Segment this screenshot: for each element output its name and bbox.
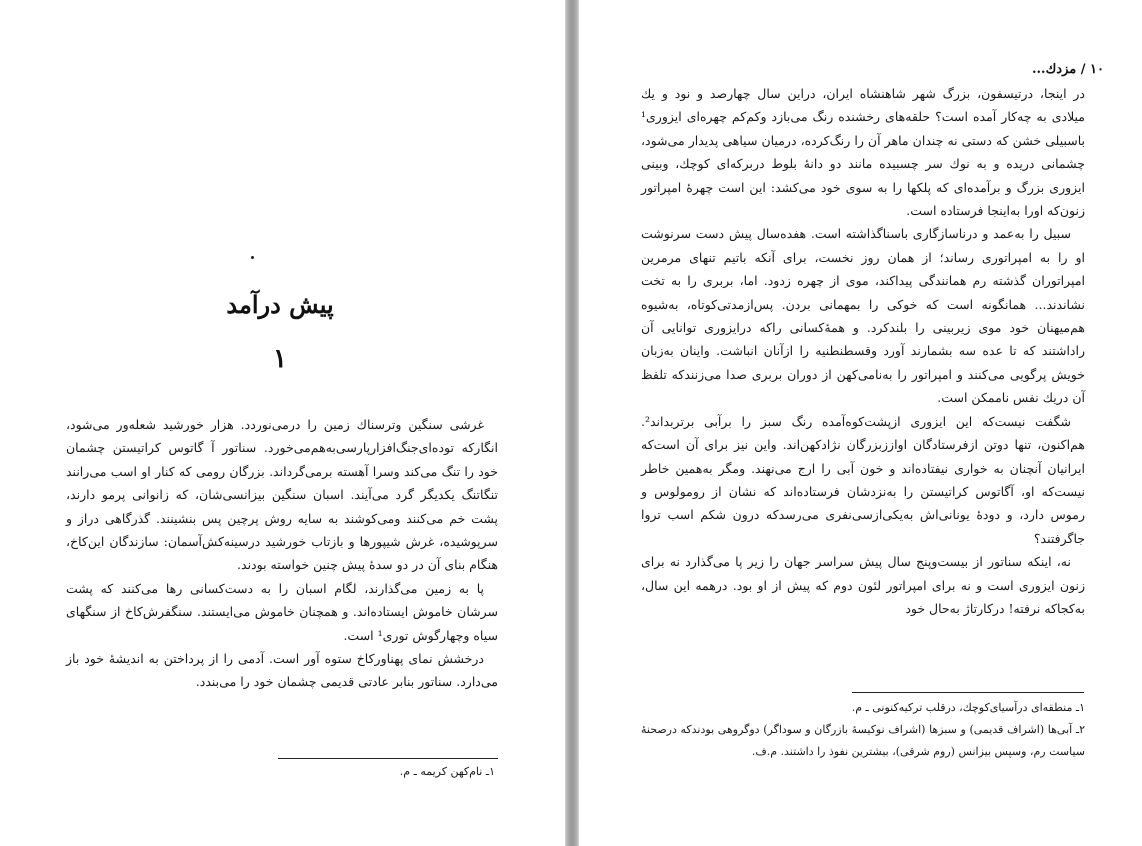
right-page (578, 0, 1142, 846)
footnote: ۱ـ منطقه‌ای درآسیای‌کوچك، درقلب ترکیه‌کنونی ـ م. (851, 701, 1085, 714)
paragraph: سبیل را به‌عمد و درناسازگاری باسناگذاشته است. هفده‌سال پیش دست سرنوشت او را به امپراتوری رساند؛ از همان روز نخست، برای آنکه باتیم تنهای مرمرین امپراتوران گذشته رم همانندگی پیداکند، موی از چهره زدود. اما، بربری را به تخت نشاندند... همانگونه است که خوکی را بمهمانی بردن. پس‌ازمدتی‌کوتاه، به‌شیوه هم‌میهنان خود موی زیربینی را بلندکرد. و همهٔ‌کسانی راکه درایزوری توانایی آن راداشتند که تا عده سه بشمارند آورد وقسطنطنیه را ازآنان انباشت. واینان به‌زبان خویش پرگویی می‌کنند و امپراتور را به‌نامی‌کهن از دوران بربری صدا می‌زنندکه تلفظ آن دریك نفس ناممکن است. (641, 226, 1085, 406)
paragraph: شگفت نیست‌که این ایزوری ازپشت‌کوه‌آمده رنگ سبز را برآبی برتربداند². هم‌اکنون، تنها دوتن ازفرستادگان اواززبزرگان نژادکهن‌اند. واین نیز برای آن است‌که ایرانیان آنچنان به خواری نیفتاده‌اند و خون آبی را ارج می‌نهند. ومگر به‌همین خاطر نیست‌که او، آگاتوس کراتیستن را به‌نزدشان فرستاده‌اند که نشان از رومولوس و رموس دارد، و دودهٔ یونانی‌اش به‌یکی‌ازسی‌نفری می‌رسدکه درون شکم اسب تروا جاگرفتند؟ (641, 413, 1085, 546)
footnote-divider (278, 758, 498, 759)
paragraph: در اینجا، درتیسفون، بزرگ شهر شاهنشاه ایران، دراین سال چهارصد و نود و یك میلادی به چه‌كار آمده است؟ حلقه‌های رخشنده رنگ می‌بازد وکم‌کم چهره‌ای ایزوری¹ باسبیلی خشن که دستی نه چندان ماهر آن را رنگ‌کرده، درمیان سیاهی پدیدار می‌شود، چشمانی دریده و به نوك سر چسبیده مانند دو دانهٔ بلوط دربرکه‌ای کوچك، وبینی ایزوری بزرگ و برآمده‌ای که پلكها را به سوی خود می‌کشد: این است چهرهٔ امپراتور زنون‌که اورا به‌اینجا فرستاده است. (641, 86, 1085, 219)
chapter-number: ۱ (273, 344, 287, 374)
footnote: ۱ـ نام‌کهن کریمه ـ م. (399, 765, 495, 778)
footnote: ۲ـ آبی‌ها (اشراف قدیمی) و سبزها (اشراف نوکیسهٔ بازرگان و سوداگر) دوگروهی بودندکه درصحنهٔ سیاست رم، وسپس بیزانس (روم شرقی)، بیشترین نفوذ را داشتند. م.ف. (641, 723, 1085, 758)
left-page (0, 0, 566, 846)
running-header: ۱۰ / مزدك... (1032, 62, 1104, 77)
right-body-text (641, 82, 1085, 620)
paragraph: غرشی سنگین وترسناك زمین را درمی‌نوردد. هزار خورشید شعله‌ور می‌شود، انگارکه توده‌ای‌جنگ‌افزارپارسی‌به‌هم‌می‌خورد. سناتور آ گاتوس کراتیستن چشمان خود را تنگ می‌کند وسرا آهسته برمی‌گرداند. بزرگان رومی که کنار او اسب می‌رانند تنگاتنگ یکدیگر گرد می‌آیند. اسبان سنگین بیزانسی‌شان، که زانوانی پرمو دارند، پشت خم می‌کنند ومی‌کوشند به سایه روش پرچین پس بنشینند. گذرگاهی دراز و سرپوشیده، غرش شیپورها و بازتاب خورشید درسینه‌کش‌آسمان: سازندگان این‌کاخ، هنگام بنای آن در دو سدهٔ پیش چنین خواسته بودند. (66, 417, 498, 573)
paragraph: نه، اینکه سناتور از بیست‌وپنج سال پیش سراسر جهان را زیر پا می‌گذارد نه برای زنون ایزوری است و نه برای امپراتور لئون دوم که پیش از او بود. درهمه این سال، به‌کجاکه نرفته! درکارتاژ به‌حال خود (641, 554, 1085, 616)
book-gutter (566, 0, 578, 846)
page-mark (251, 256, 254, 259)
footnotes (641, 697, 1085, 763)
footnote-divider (852, 692, 1084, 693)
paragraph: پا به زمین می‌گذارند، لگام اسبان را به دست‌کسانی رها می‌کنند که پشت سرشان خاموش ایستاده‌اند. و همچنان خاموش می‌ایستند. سنگفرش‌کاخ از سنگهای سیاه وچهارگوش توری¹ است. (66, 580, 498, 643)
chapter-title: پیش درآمد (226, 290, 334, 319)
left-body-text (66, 413, 498, 694)
paragraph: درخشش نمای پهناورکاخ ستوه آور است. آدمی را از پرداختن به اندیشهٔ خود باز می‌دارد. سناتور بنابر عادتی قدیمی چشمان خود را می‌بندد. (66, 651, 498, 690)
